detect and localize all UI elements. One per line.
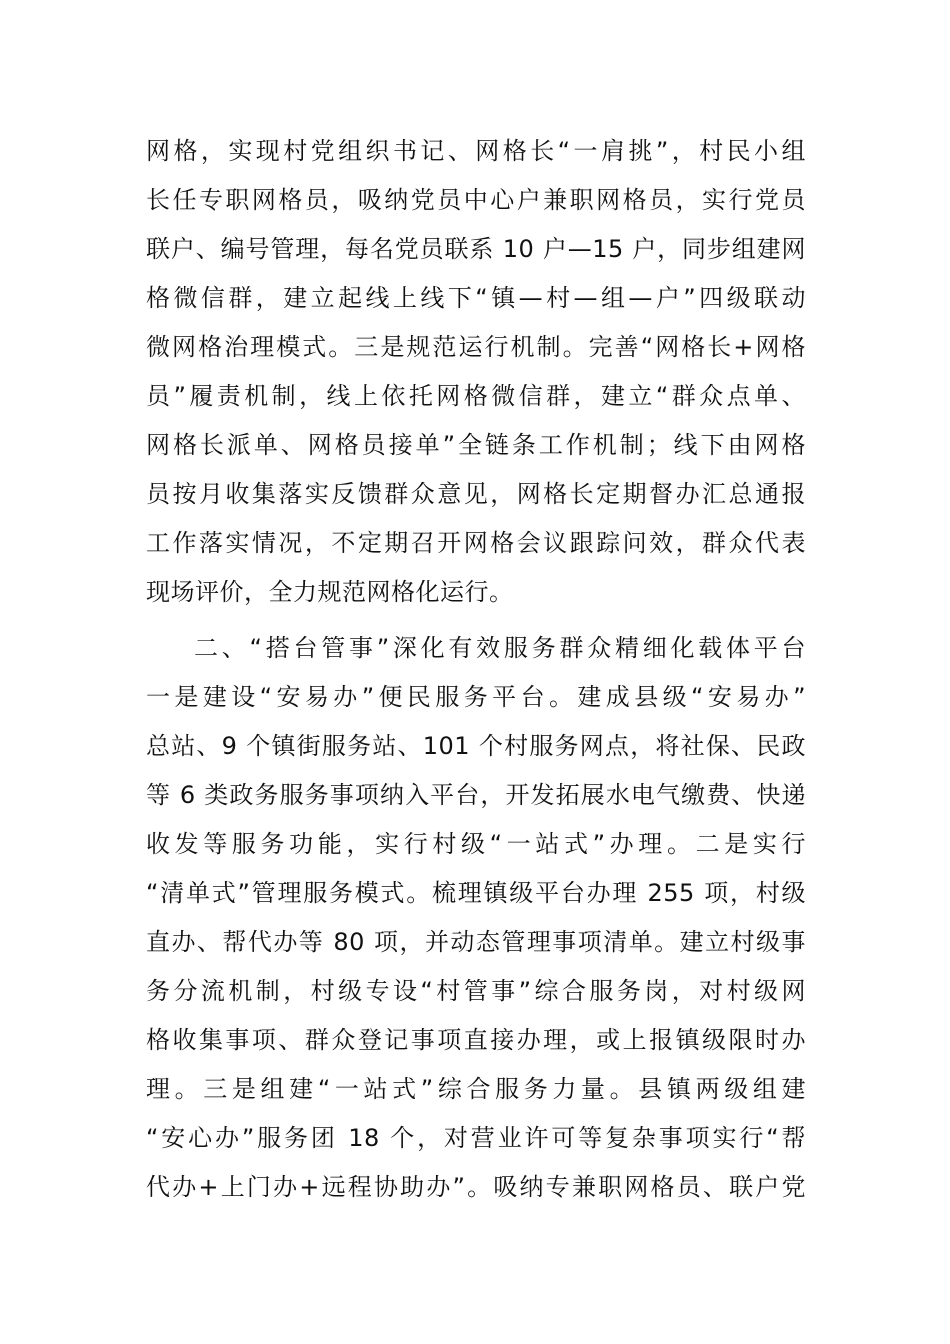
text-line: 收发等服务功能，实行村级“一站式”办理。二是实行 (146, 830, 806, 858)
text-line: “清单式”管理服务模式。梳理镇级平台办理 255 项，村级 (146, 879, 806, 907)
text-line: 格微信群，建立起线上线下“镇—村—组—户”四级联动 (146, 284, 806, 312)
text-line: 工作落实情况，不定期召开网格会议跟踪问效，群众代表 (146, 529, 806, 557)
text-line: 联户、编号管理，每名党员联系 10 户—15 户，同步组建网 (146, 235, 806, 263)
text-line: 总站、9 个镇街服务站、101 个村服务网点，将社保、民政 (146, 732, 806, 760)
text-line: 等 6 类政务服务事项纳入平台，开发拓展水电气缴费、快递 (146, 781, 806, 809)
text-line: 直办、帮代办等 80 项，并动态管理事项清单。建立村级事 (146, 928, 806, 956)
text-line: 网格，实现村党组织书记、网格长“一肩挑”，村民小组 (146, 137, 806, 165)
text-line: 一是建设“安易办”便民服务平台。建成县级“安易办” (146, 683, 806, 711)
text-line: “安心办”服务团 18 个，对营业许可等复杂事项实行“帮 (146, 1124, 806, 1152)
text-line: 员按月收集落实反馈群众意见，网格长定期督办汇总通报 (146, 480, 806, 508)
text-line: 现场评价，全力规范网格化运行。 (146, 578, 514, 606)
text-line: 格收集事项、群众登记事项直接办理，或上报镇级限时办 (146, 1026, 806, 1054)
section-heading: 二、“搭台管事”深化有效服务群众精细化载体平台 (194, 634, 806, 662)
text-line: 长任专职网格员，吸纳党员中心户兼职网格员，实行党员 (146, 186, 806, 214)
section-two (146, 624, 806, 1212)
text-line: 理。三是组建“一站式”综合服务力量。县镇两级组建 (146, 1075, 806, 1103)
text-line: 务分流机制，村级专设“村管事”综合服务岗，对村级网 (146, 977, 806, 1005)
text-line: 微网格治理模式。三是规范运行机制。完善“网格长+网格 (146, 333, 806, 361)
paragraph-continued (146, 127, 806, 617)
text-line: 代办+上门办+远程协助办”。吸纳专兼职网格员、联户党 (146, 1173, 806, 1201)
text-line: 员”履责机制，线上依托网格微信群，建立“群众点单、 (146, 382, 806, 410)
text-line: 网格长派单、网格员接单”全链条工作机制；线下由网格 (146, 431, 806, 459)
